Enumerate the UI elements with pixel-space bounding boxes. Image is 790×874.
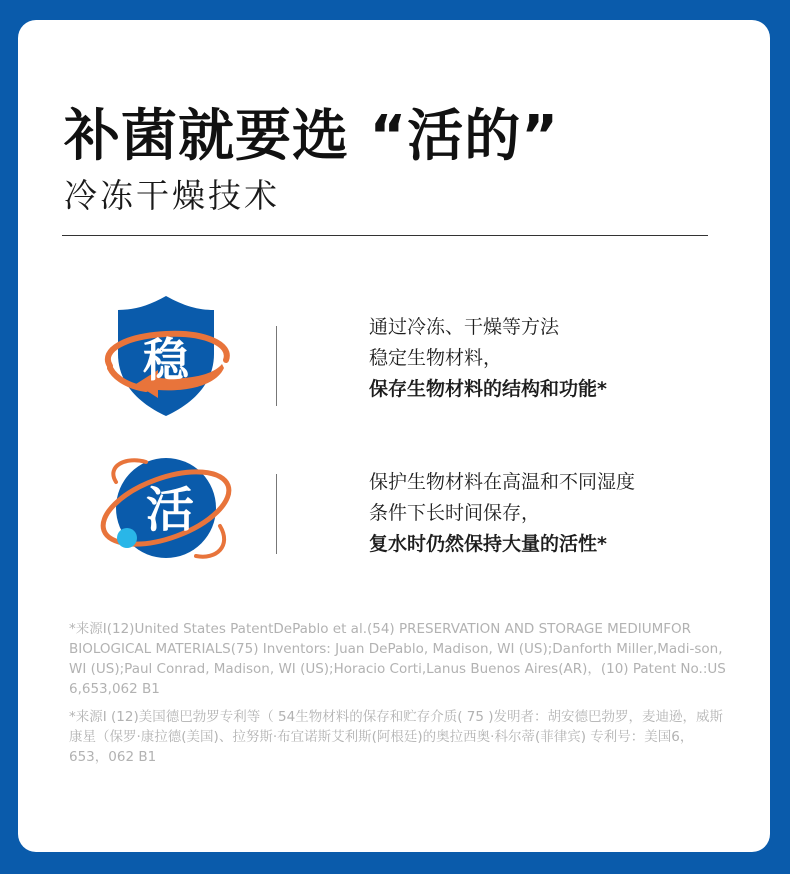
- feature-emphasis: 保存生物材料的结构和功能*: [369, 378, 607, 400]
- feature-line: 稳定生物材料，: [369, 347, 503, 369]
- feature-line: 保护生物材料在高温和不同湿度: [369, 471, 636, 493]
- footnote-chinese: *来源I (12)美国德巴勃罗专利等（ 54生物材料的保存和贮存介质( 75 )发明者：胡安德巴勃罗，麦迪逊，威斯康星（保罗·康拉德(美国)、拉努斯·布宜诺斯艾利斯(阿根廷)的奥拉西奥·科尔蒂(菲律宾) 专利号：美国6，653，062 B1: [69, 709, 723, 765]
- page-title: 补菌就要选 “活的”: [64, 104, 560, 169]
- shield-stable-icon: [96, 292, 236, 422]
- footnote-english: *来源I(12)United States PatentDePablo et al.(54) PRESERVATION AND STORAGE MEDIUMFOR BIOLOGICAL MATERIALS(75) Inventors: Juan DePablo, Madison, WI (US);Danforth Miller,Madi-son, WI (US);Paul Conrad, Madison, WI (US);Horacio Corti,Lanus Buenos Aires(AR)，(10) Patent No.:US 6,653,062 B1: [69, 621, 726, 697]
- feature-line: 通过冷冻、干燥等方法: [369, 316, 560, 338]
- orbit-active-icon: [96, 452, 236, 562]
- icon-char-active: 活: [145, 482, 195, 538]
- feature-description-active: [369, 467, 635, 560]
- feature-description-stable: [369, 312, 607, 405]
- feature-line: 条件下长时间保存，: [369, 502, 541, 524]
- content-card: [18, 20, 770, 852]
- icon-char-stable: 稳: [143, 333, 189, 387]
- feature-emphasis: 复水时仍然保持大量的活性*: [369, 533, 607, 555]
- divider: [62, 235, 708, 236]
- page-subtitle: 冷冻干燥技术: [64, 176, 280, 215]
- separator-line: [276, 326, 277, 406]
- separator-line: [276, 474, 277, 554]
